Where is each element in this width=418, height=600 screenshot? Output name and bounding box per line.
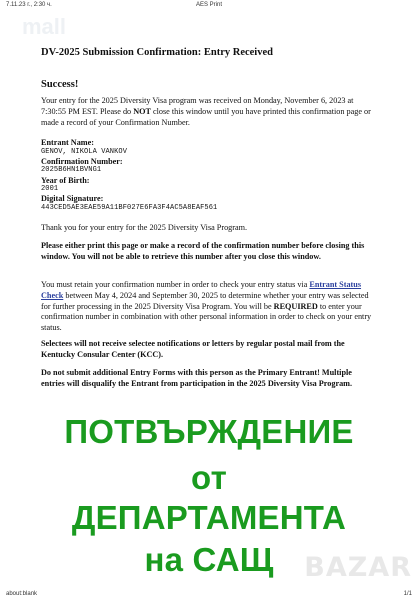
print-date: 7.11.23 г., 2:30 ч.: [6, 2, 52, 8]
document-title: DV-2025 Submission Confirmation: Entry Received: [41, 47, 273, 58]
digital-signature-label: Digital Signature:: [41, 194, 104, 204]
retain-text-3: to enter your confirmation number in combination with other personal information in order to check on your entry status.: [41, 301, 372, 333]
print-title: AES Print: [195, 2, 222, 8]
retain-paragraph: [41, 280, 376, 334]
entrant-details: [41, 138, 376, 213]
print-footer: [0, 588, 418, 600]
overlay-line-3: ДЕПАРТАМЕНТА: [71, 499, 347, 536]
retain-text-2: between May 4, 2024 and September 30, 2025 to determine whether your entry was selected for further processing in the 2025 Diversity Visa Program. You will be: [41, 290, 369, 311]
receipt-not: NOT: [133, 106, 151, 116]
birth-year: 2001: [41, 185, 59, 194]
print-page-number: 1/1: [403, 591, 412, 597]
selectees-notice: Selectees will not receive selectee notifications or letters by regular postal mail from the Kentucky Consular Center (KCC).: [41, 339, 345, 359]
retain-required: REQUIRED: [273, 301, 318, 311]
confirmation-number-label: Confirmation Number:: [41, 156, 123, 166]
entrant-name-label: Entrant Name:: [41, 138, 94, 147]
entrant-status-check-link[interactable]: Entrant Status Check: [41, 280, 362, 300]
receipt-paragraph: [41, 96, 376, 128]
overlay-line-4: на САЩ: [144, 541, 274, 578]
receipt-text-tail: close this window until you have printed this confirmation page or made a record of your Confirmation Number.: [41, 106, 371, 127]
success-heading: Success!: [41, 79, 79, 90]
overlay-line-1: ПОТВЪРЖДЕНИЕ: [64, 413, 354, 450]
no-additional-entries-notice: Do not submit additional Entry Forms with this person as the Primary Entrant! Multiple entries will disqualify the Entrant from participation in the 2025 Diversity Visa Program.: [41, 368, 353, 388]
entrant-name: GENOV, NIKOLA VANKOV: [41, 147, 128, 156]
watermark-top: mall: [22, 14, 67, 39]
print-warning: Please either print this page or make a record of the confirmation number before closing this window. You will not be able to retrieve this number after you close this window.: [41, 241, 365, 261]
overlay-line-2: от: [191, 459, 227, 496]
watermark-bottom: BAZAR: [304, 552, 412, 583]
print-url: about:blank: [6, 591, 38, 597]
confirmation-document: [41, 46, 376, 388]
birth-year-label: Year of Birth:: [41, 175, 90, 185]
confirmation-number: 2025B6HN1BVNG1: [41, 166, 102, 175]
retain-text-1: You must retain your confirmation number in order to check your entry status via: [41, 280, 308, 289]
receipt-text: Your entry for the 2025 Diversity Visa program was received on Monday, November 6, 2023 at 7:30:55 PM EST. Please do: [41, 96, 354, 116]
digital-signature: 443CED5AE3EAE59A11BF027E6FA3F4AC5A8EAF561: [41, 203, 218, 212]
thanks-text: Thank you for your entry for the 2025 Diversity Visa Program.: [41, 223, 248, 232]
print-header: [0, 0, 418, 12]
